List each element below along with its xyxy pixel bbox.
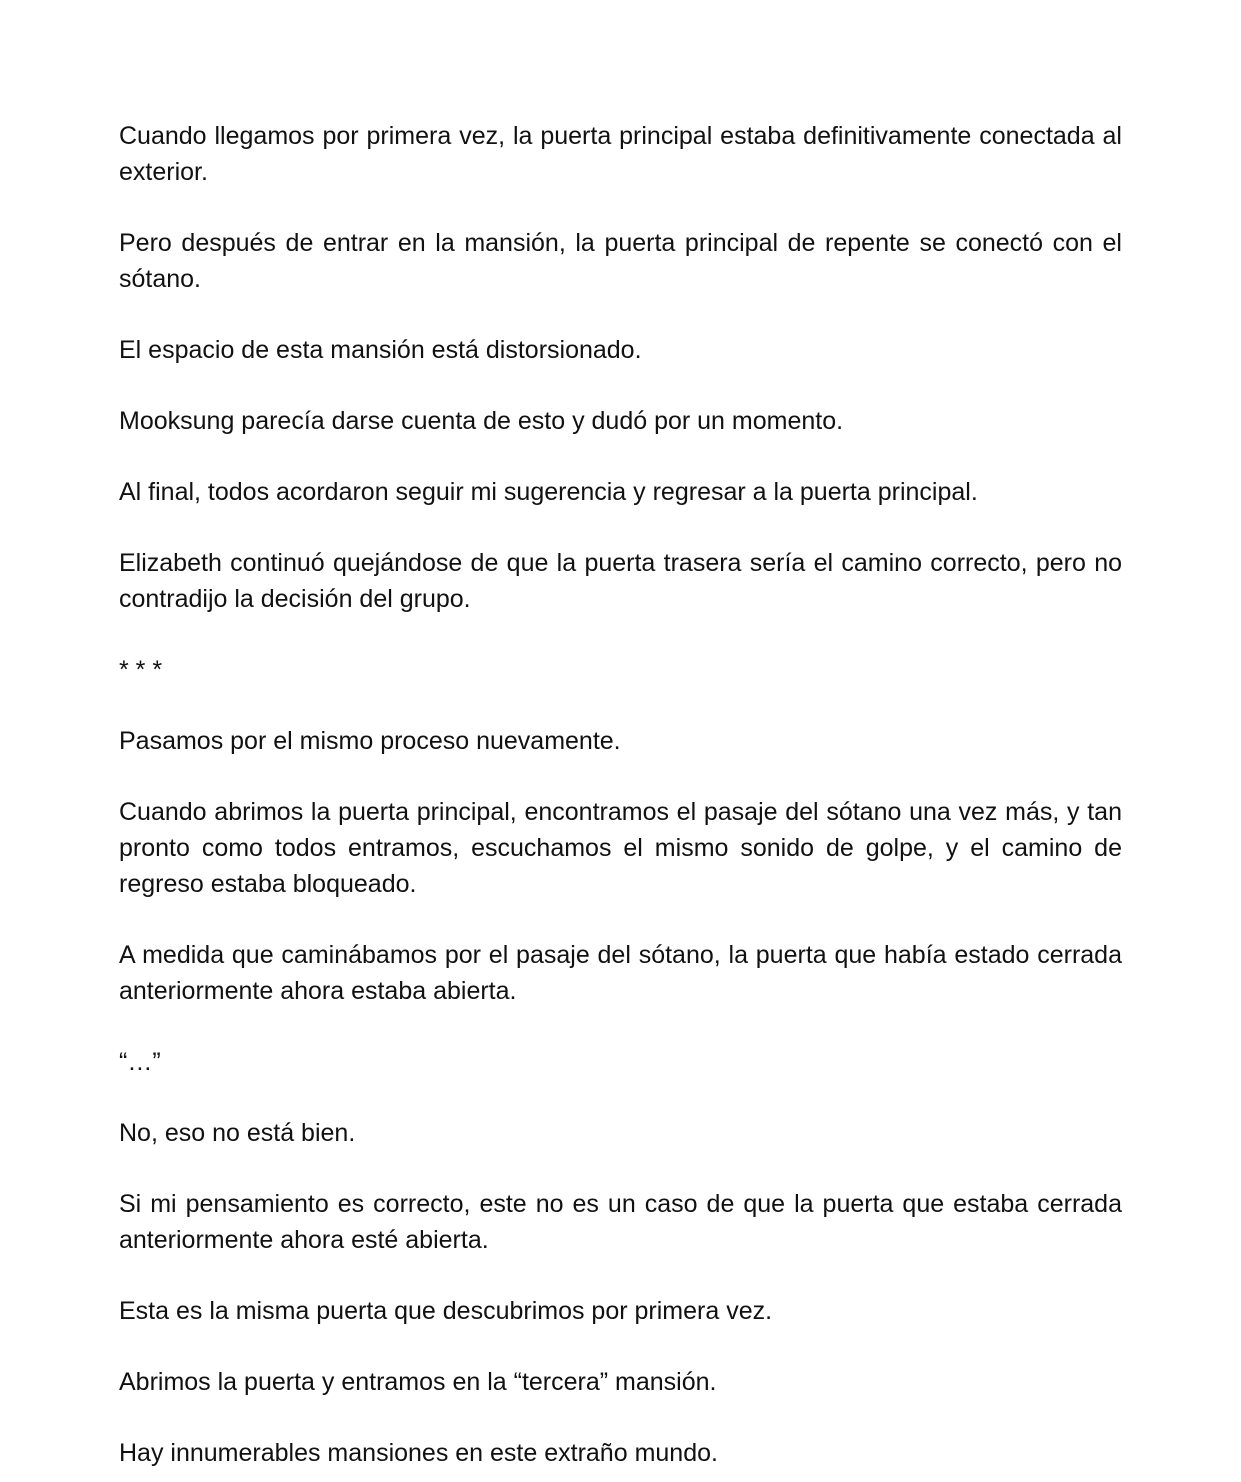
paragraph-3: El espacio de esta mansión está distorsionado. [119, 336, 642, 364]
dialogue-ellipsis: “…” [119, 1048, 161, 1076]
paragraph-10: No, eso no está bien. [119, 1119, 356, 1147]
paragraph-8: Cuando abrimos la puerta principal, encontramos el pasaje del sótano una vez más, y tan pronto como todos entramos, escuchamos el mismo sonido de golpe, y el camino de regreso estaba bloqueado. [119, 798, 1122, 898]
document-page [119, 118, 1122, 1471]
paragraph-12: Esta es la misma puerta que descubrimos por primera vez. [119, 1297, 773, 1325]
paragraph-13: Abrimos la puerta y entramos en la “tercera” mansión. [119, 1368, 717, 1396]
paragraph-9: A medida que caminábamos por el pasaje del sótano, la puerta que había estado cerrada anteriormente ahora estaba abierta. [119, 941, 1122, 1005]
paragraph-6: Elizabeth continuó quejándose de que la puerta trasera sería el camino correcto, pero no contradijo la decisión del grupo. [119, 549, 1122, 613]
paragraph-2: Pero después de entrar en la mansión, la puerta principal de repente se conectó con el sótano. [119, 229, 1122, 293]
paragraph-11: Si mi pensamiento es correcto, este no es un caso de que la puerta que estaba cerrada anteriormente ahora esté abierta. [119, 1190, 1122, 1254]
paragraph-5: Al final, todos acordaron seguir mi sugerencia y regresar a la puerta principal. [119, 478, 978, 506]
paragraph-4: Mooksung parecía darse cuenta de esto y dudó por un momento. [119, 407, 844, 435]
scene-break: * * * [119, 656, 163, 684]
paragraph-14: Hay innumerables mansiones en este extraño mundo. [119, 1439, 718, 1467]
paragraph-1: Cuando llegamos por primera vez, la puerta principal estaba definitivamente conectada al exterior. [119, 122, 1122, 186]
paragraph-7: Pasamos por el mismo proceso nuevamente. [119, 727, 621, 755]
